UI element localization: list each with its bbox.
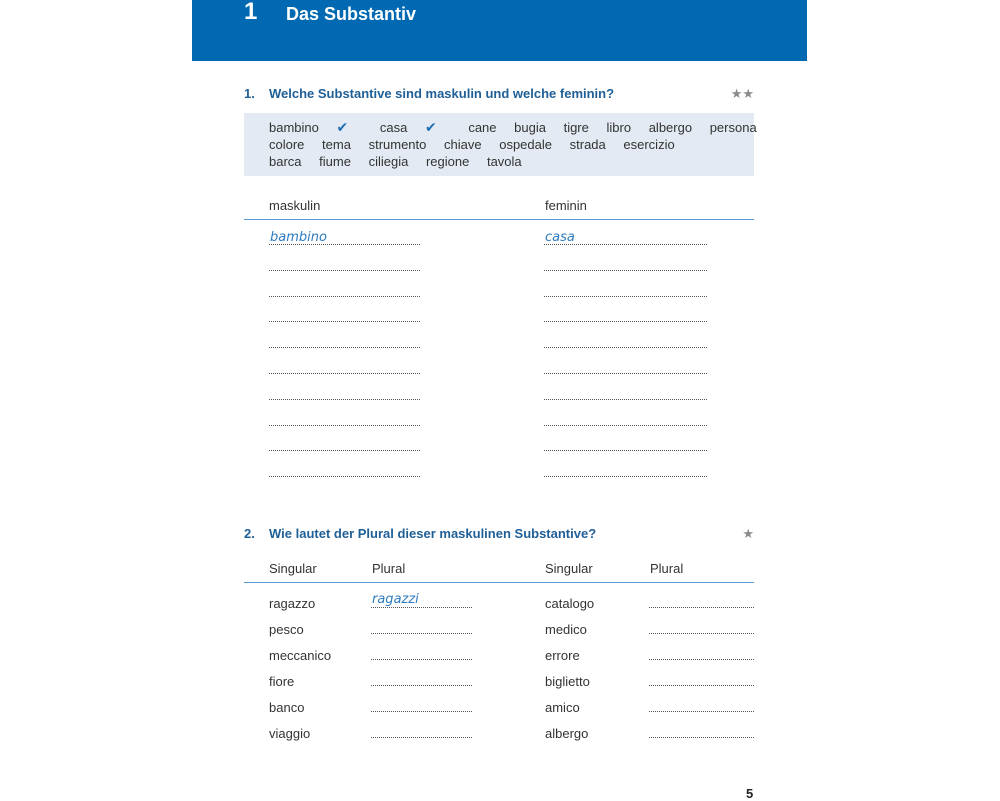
answer-example-right: casa	[545, 230, 575, 245]
word-item: strumento	[368, 137, 427, 152]
singular-word: albergo	[545, 726, 589, 741]
word-item: cane	[468, 120, 497, 135]
answer-line[interactable]	[269, 296, 420, 297]
singular-word: amico	[545, 700, 580, 715]
answer-line[interactable]	[544, 476, 707, 477]
difficulty-stars: ★★	[730, 86, 754, 101]
word-item: colore	[269, 137, 305, 152]
answer-line[interactable]	[544, 450, 707, 451]
answer-line[interactable]	[544, 347, 707, 348]
page-number: 5	[746, 786, 754, 801]
answer-line[interactable]	[544, 296, 707, 297]
word-item: libro	[606, 120, 632, 135]
singular-word: catalogo	[545, 596, 595, 611]
word-bank-row	[269, 137, 689, 152]
answer-line[interactable]	[269, 450, 420, 451]
word-item: persona	[709, 120, 757, 135]
answer-example-left: bambino	[270, 230, 327, 245]
check-icon: ✔	[424, 119, 437, 135]
word-item: tema	[322, 137, 351, 152]
chapter-number: 1	[244, 0, 258, 25]
answer-line[interactable]	[269, 425, 420, 426]
plural-answer-line[interactable]	[649, 659, 754, 660]
plural-answer-line[interactable]	[371, 607, 472, 608]
plural-answer-line[interactable]	[649, 633, 754, 634]
answer-line[interactable]	[269, 347, 420, 348]
word-item: casa ✔	[379, 119, 437, 135]
divider	[244, 582, 754, 583]
answer-line[interactable]	[269, 399, 420, 400]
exercise-2-instruction: Wie lautet der Plural dieser maskulinen Substantive?	[269, 526, 597, 541]
word-item: bambino ✔	[269, 119, 349, 135]
word-item: ospedale	[499, 137, 552, 152]
singular-word: fiore	[269, 674, 295, 689]
word-bank	[244, 113, 757, 176]
exercise-1-number: 1.	[244, 86, 255, 101]
exercise-1-instruction: Welche Substantive sind maskulin und welche feminin?	[269, 86, 615, 101]
singular-word: viaggio	[269, 726, 311, 741]
answer-line[interactable]	[544, 270, 707, 271]
word-item: ciliegia	[368, 154, 409, 169]
column-header-plural: Plural	[372, 561, 406, 576]
word-bank-row	[269, 154, 536, 169]
plural-answer-line[interactable]	[371, 659, 472, 660]
exercise-2-number: 2.	[244, 526, 255, 541]
word-item: fiume	[319, 154, 351, 169]
plural-answer-line[interactable]	[649, 711, 754, 712]
plural-answer-line[interactable]	[371, 685, 472, 686]
singular-word: biglietto	[545, 674, 590, 689]
singular-word: errore	[545, 648, 580, 663]
difficulty-stars: ★	[742, 526, 754, 541]
word-item: bugia	[514, 120, 546, 135]
answer-line[interactable]	[269, 321, 420, 322]
divider	[244, 219, 754, 220]
chapter-header	[192, 0, 807, 61]
singular-word: banco	[269, 700, 305, 715]
word-item: esercizio	[623, 137, 675, 152]
word-item: chiave	[444, 137, 482, 152]
word-item: tigre	[563, 120, 589, 135]
column-header-feminin: feminin	[545, 198, 587, 213]
column-header-singular: Singular	[269, 561, 317, 576]
word-item: barca	[269, 154, 302, 169]
word-item: tavola	[486, 154, 522, 169]
answer-line[interactable]	[269, 244, 420, 245]
plural-answer-line[interactable]	[371, 711, 472, 712]
column-header-singular: Singular	[545, 561, 593, 576]
answer-line[interactable]	[269, 373, 420, 374]
answer-line[interactable]	[544, 373, 707, 374]
chapter-title: Das Substantiv	[286, 4, 417, 24]
singular-word: pesco	[269, 622, 304, 637]
answer-line[interactable]	[544, 399, 707, 400]
word-item: regione	[425, 154, 470, 169]
answer-line[interactable]	[544, 425, 707, 426]
plural-answer-line[interactable]	[371, 737, 472, 738]
plural-answer-line[interactable]	[649, 607, 754, 608]
plural-answer-line[interactable]	[371, 633, 472, 634]
answer-line[interactable]	[544, 321, 707, 322]
column-header-maskulin: maskulin	[269, 198, 321, 213]
singular-word: medico	[545, 622, 587, 637]
word-bank-row	[269, 119, 771, 136]
check-icon: ✔	[336, 119, 349, 135]
plural-answer-line[interactable]	[649, 737, 754, 738]
plural-answer-line[interactable]	[649, 685, 754, 686]
answer-line[interactable]	[269, 270, 420, 271]
word-item: strada	[569, 137, 606, 152]
column-header-plural: Plural	[650, 561, 684, 576]
answer-line[interactable]	[269, 476, 420, 477]
singular-word: ragazzo	[269, 596, 316, 611]
answer-example-plural: ragazzi	[372, 592, 419, 607]
answer-line[interactable]	[544, 244, 707, 245]
singular-word: meccanico	[269, 648, 332, 663]
word-item: albergo	[648, 120, 693, 135]
